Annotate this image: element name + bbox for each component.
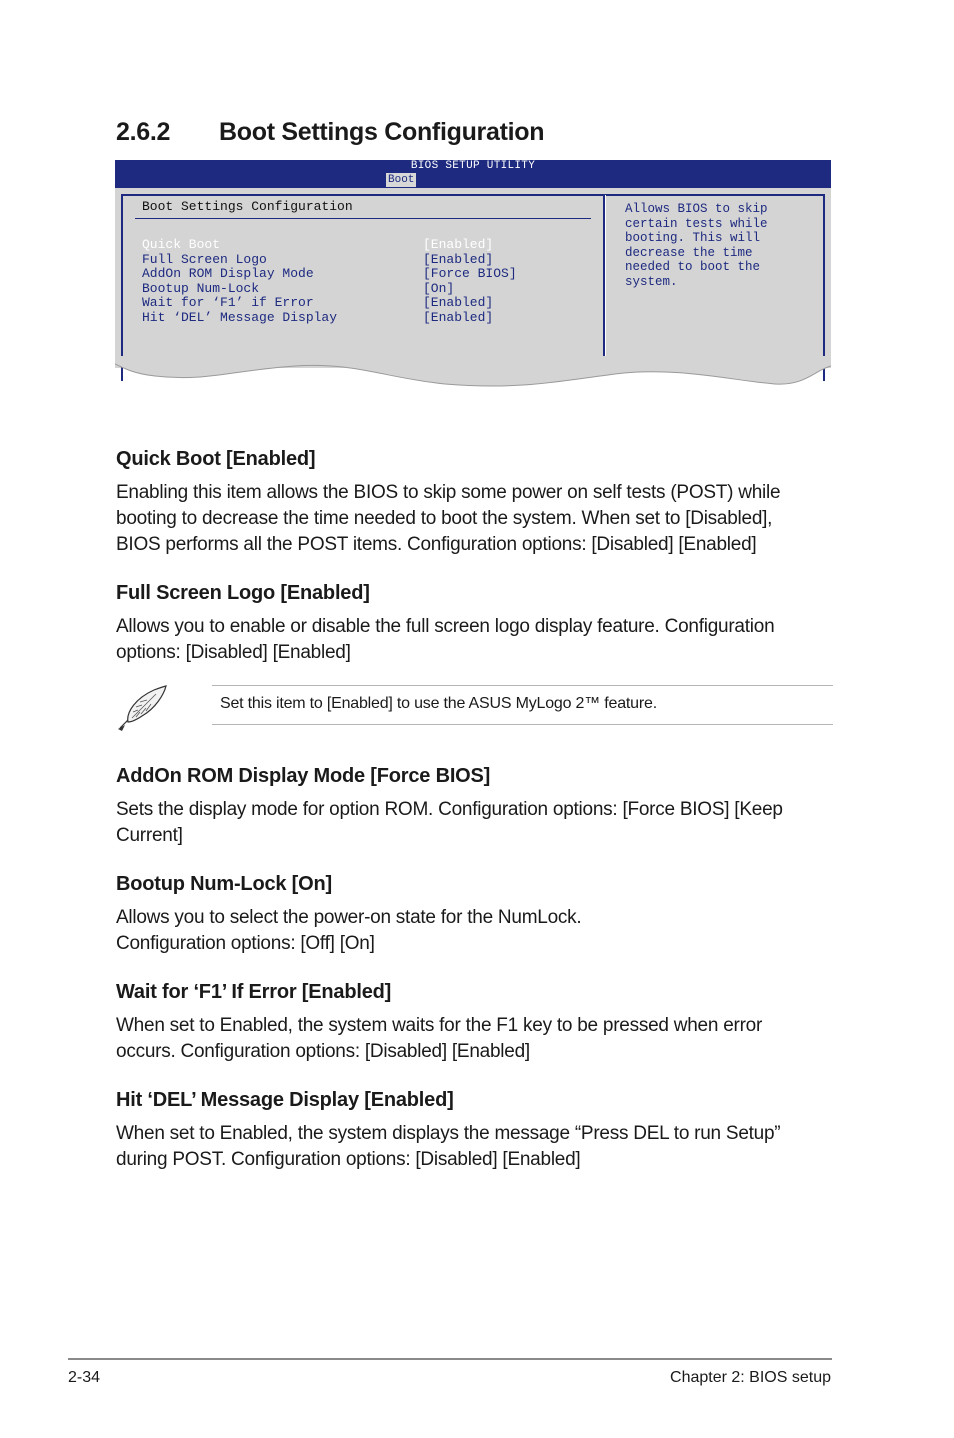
note-text: Set this item to [Enabled] to use the ASUS MyLogo 2™ feature. bbox=[220, 695, 657, 712]
footer-rule bbox=[68, 1358, 832, 1360]
bios-menu-item[interactable] bbox=[142, 267, 582, 282]
bios-panel-rule bbox=[135, 218, 591, 219]
section-number: 2.6.2 bbox=[116, 118, 171, 146]
paragraph-line: When set to Enabled, the system waits for the F1 key to be pressed when error bbox=[116, 1015, 763, 1036]
bios-help-line: Allows BIOS to skip bbox=[625, 202, 768, 216]
section-paragraph bbox=[116, 905, 836, 957]
note-box bbox=[116, 684, 833, 726]
section-paragraph bbox=[116, 1121, 836, 1173]
paragraph-line: booting to decrease the time needed to boot the system. When set to [Disabled], bbox=[116, 508, 773, 529]
bios-item-value[interactable]: [On] bbox=[423, 280, 455, 296]
section-paragraph bbox=[116, 614, 836, 666]
bios-menu-items bbox=[142, 238, 582, 325]
section-heading: Wait for ‘F1’ If Error [Enabled] bbox=[116, 981, 392, 1003]
section-heading: Full Screen Logo [Enabled] bbox=[116, 582, 370, 604]
bios-panel-title: Boot Settings Configuration bbox=[142, 199, 353, 214]
bios-screenshot bbox=[115, 160, 831, 392]
bios-item-label: Quick Boot bbox=[142, 237, 221, 252]
bios-item-value[interactable]: [Enabled] bbox=[423, 295, 494, 310]
paragraph-line: Allows you to select the power-on state for the NumLock. bbox=[116, 907, 582, 928]
bios-menu-item[interactable] bbox=[142, 238, 582, 253]
paragraph-line: Allows you to enable or disable the full screen logo display feature. Configuration bbox=[116, 616, 775, 637]
bios-help-text bbox=[625, 202, 810, 289]
bios-help-line: decrease the time bbox=[625, 245, 753, 260]
section-paragraph bbox=[116, 797, 836, 849]
paragraph-line: When set to Enabled, the system displays the message “Press DEL to run Setup” bbox=[116, 1123, 781, 1144]
bios-menu-item[interactable] bbox=[142, 296, 582, 311]
bios-menu-item[interactable] bbox=[142, 282, 582, 297]
paragraph-line: Current] bbox=[116, 825, 183, 846]
paragraph-line: during POST. Configuration options: [Disabled] [Enabled] bbox=[116, 1149, 581, 1170]
bios-item-label: Hit ‘DEL’ Message Display bbox=[142, 309, 338, 325]
footer-chapter: Chapter 2: BIOS setup bbox=[670, 1369, 831, 1386]
footer-page-number: 2-34 bbox=[68, 1369, 101, 1386]
paragraph-line: Configuration options: [Off] [On] bbox=[116, 933, 375, 954]
note-rule-top bbox=[212, 685, 833, 686]
bios-item-label: Bootup Num-Lock bbox=[142, 280, 260, 296]
section-paragraph bbox=[116, 1013, 836, 1065]
bios-help-line: certain tests while bbox=[625, 216, 768, 231]
section-heading: AddOn ROM Display Mode [Force BIOS] bbox=[116, 765, 491, 787]
section-title-text: Boot Settings Configuration bbox=[219, 118, 545, 146]
section-paragraph bbox=[116, 480, 836, 558]
bios-help-line: booting. This will bbox=[625, 231, 761, 245]
section-heading: Hit ‘DEL’ Message Display [Enabled] bbox=[116, 1089, 454, 1111]
bios-panel-divider-highlight bbox=[605, 195, 606, 375]
section-heading: Bootup Num-Lock [On] bbox=[116, 873, 332, 895]
feather-pen-icon bbox=[116, 684, 170, 732]
bios-item-label: Wait for ‘F1’ if Error bbox=[142, 295, 314, 310]
bios-header-bar bbox=[115, 160, 831, 188]
bios-tab-boot[interactable]: Boot bbox=[388, 174, 415, 186]
paragraph-line: Enabling this item allows the BIOS to skip some power on self tests (POST) while bbox=[116, 482, 781, 503]
bios-item-label: AddOn ROM Display Mode bbox=[142, 266, 314, 281]
bios-help-line: needed to boot the bbox=[625, 260, 761, 274]
bios-item-value[interactable]: [Enabled] bbox=[423, 237, 494, 252]
section-heading: Quick Boot [Enabled] bbox=[116, 448, 316, 470]
bios-item-label: Full Screen Logo bbox=[142, 251, 267, 267]
paragraph-line: BIOS performs all the POST items. Configuration options: [Disabled] [Enabled] bbox=[116, 534, 757, 555]
bios-item-value[interactable]: [Enabled] bbox=[423, 251, 494, 267]
bios-help-line: system. bbox=[625, 274, 678, 289]
paragraph-line: occurs. Configuration options: [Disabled] [Enabled] bbox=[116, 1041, 530, 1062]
paragraph-line: Sets the display mode for option ROM. Configuration options: [Force BIOS] [Keep bbox=[116, 799, 783, 820]
bios-item-value[interactable]: [Enabled] bbox=[423, 309, 494, 325]
note-rule-bottom bbox=[212, 724, 833, 725]
torn-edge-graphic bbox=[115, 356, 831, 392]
bios-menu-item[interactable] bbox=[142, 311, 582, 326]
paragraph-line: options: [Disabled] [Enabled] bbox=[116, 642, 351, 663]
bios-header-title: BIOS SETUP UTILITY bbox=[410, 160, 536, 172]
section-title bbox=[116, 118, 544, 147]
bios-menu-item[interactable] bbox=[142, 253, 582, 268]
bios-item-value[interactable]: [Force BIOS] bbox=[423, 266, 517, 281]
